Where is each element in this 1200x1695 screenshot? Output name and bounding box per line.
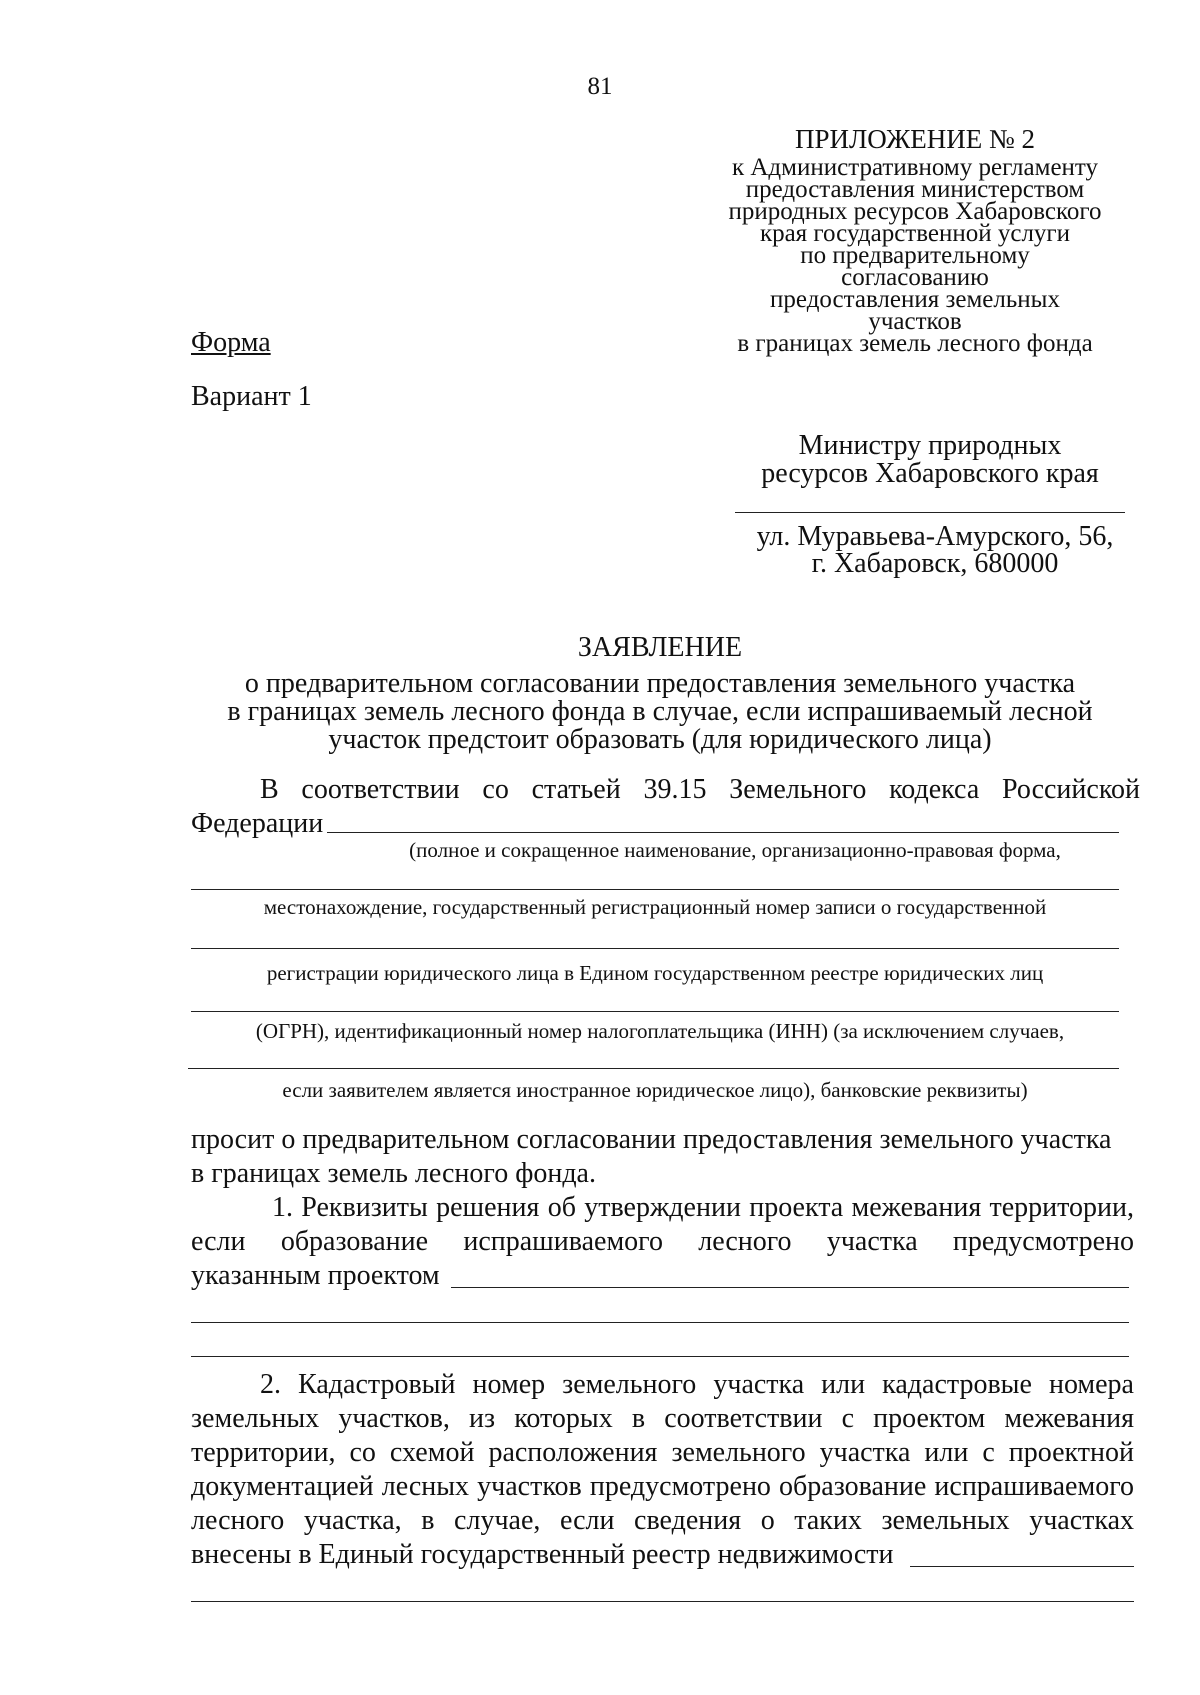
item2-line: документацией лесных участков предусмотрено образование испрашиваемого <box>191 1471 1134 1502</box>
item2-line: территории, со схемой расположения земельного участка или с проектной <box>191 1437 1134 1468</box>
appendix-text <box>725 154 1105 357</box>
subtitle-line: в границах земель лесного фонда в случае, если испрашиваемый лесной <box>227 696 1093 727</box>
appendix-line: предоставления министерством <box>745 176 1085 203</box>
applicant-field-line[interactable] <box>188 1068 1119 1069</box>
request-line: в границах земель лесного фонда. <box>191 1158 596 1189</box>
item2-field-line[interactable] <box>191 1601 1134 1602</box>
addressee-line: Министру природных <box>798 430 1062 461</box>
subtitle-line: участок предстоит образовать (для юридического лица) <box>328 724 992 755</box>
field-hint: регистрации юридического лица в Едином государственном реестре юридических лиц <box>266 961 1044 985</box>
addressee-blank-line[interactable] <box>735 512 1125 513</box>
item1-field-line[interactable] <box>191 1356 1129 1357</box>
statement-subtitle <box>180 670 1140 754</box>
addressee-line: ресурсов Хабаровского края <box>761 458 1099 489</box>
item1-line: 1. Реквизиты решения об утверждении проекта межевания территории, <box>272 1192 1134 1223</box>
intro-line: В соответствии со статьей 39.15 Земельного кодекса Российской <box>260 774 1140 805</box>
item2-line: земельных участков, из которых в соответствии с проектом межевания <box>191 1403 1134 1434</box>
field-hint: если заявителем является иностранное юридическое лицо), банковские реквизиты) <box>282 1078 1028 1102</box>
form-label: Форма <box>191 327 271 358</box>
address-line: г. Хабаровск, 680000 <box>811 548 1059 579</box>
item1-line: если образование испрашиваемого лесного участка предусмотрено <box>191 1226 1134 1257</box>
item2-line: внесены в Единый государственный реестр недвижимости <box>191 1539 894 1570</box>
applicant-field-line[interactable] <box>191 889 1119 890</box>
item1-line: указанным проектом <box>191 1260 440 1291</box>
intro-line: Федерации <box>191 808 324 839</box>
appendix-line: по предварительному согласованию <box>800 242 1030 291</box>
field-hint: (полное и сокращенное наименование, организационно-правовая форма, <box>409 838 1061 862</box>
appendix-line: предоставления земельных участков <box>770 286 1060 335</box>
statement-title: ЗАЯВЛЕНИЕ <box>577 632 743 663</box>
applicant-field-line[interactable] <box>191 1011 1119 1012</box>
addressee-address <box>740 523 1130 577</box>
appendix-line: края государственной услуги <box>759 220 1071 247</box>
field-hint: (ОГРН), идентификационный номер налогоплательщика (ИНН) (за исключением случаев, <box>255 1019 1065 1043</box>
appendix-line: в границах земель лесного фонда <box>737 330 1093 357</box>
item2-line: лесного участка, в случае, если сведения о таких земельных участках <box>191 1505 1134 1536</box>
subtitle-line: о предварительном согласовании предоставления земельного участка <box>244 668 1076 699</box>
appendix-title: ПРИЛОЖЕНИЕ № 2 <box>794 124 1036 154</box>
item1-field-line[interactable] <box>451 1287 1129 1288</box>
address-line: ул. Муравьева-Амурского, 56, <box>756 521 1114 552</box>
request-line: просит о предварительном согласовании предоставления земельного участка <box>191 1124 1112 1155</box>
variant-label: Вариант 1 <box>191 381 312 412</box>
item2-field-line[interactable] <box>910 1566 1134 1567</box>
applicant-field-line[interactable] <box>191 948 1119 949</box>
page-number: 81 <box>587 73 613 100</box>
field-hint: местонахождение, государственный регистрационный номер записи о государственной <box>263 895 1047 919</box>
appendix-line: природных ресурсов Хабаровского <box>728 198 1102 225</box>
item1-field-line[interactable] <box>191 1322 1129 1323</box>
item2-line: 2. Кадастровый номер земельного участка или кадастровые номера <box>260 1369 1134 1400</box>
addressee <box>740 432 1120 488</box>
applicant-name-field[interactable] <box>327 832 1119 833</box>
appendix-line: к Административному регламенту <box>731 154 1099 181</box>
